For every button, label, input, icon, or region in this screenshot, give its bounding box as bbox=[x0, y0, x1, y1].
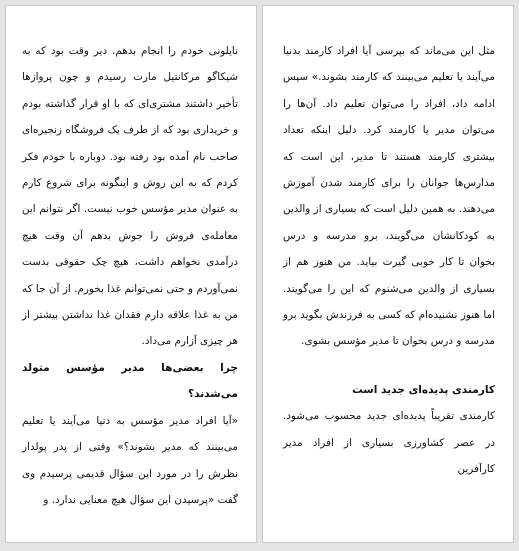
left-page-text-column bbox=[22, 38, 238, 513]
right-page-paragraph-1: مثل این می‌ماند که بپرسی آیا افراد کارمند بدنیا می‌آیند یا تعلیم می‌بینند که کارمند بشوند.» سپس ادامه داد، افراد را می‌توان تعلیم داد. آن‌ها را می‌توان مدیر یا کارمند کرد. دلیل اینکه تعداد بیشتری کارمند هستند تا مدیر، این است که مدارس‌ها جوانان را برای کارمند شدن آموزش می‌دهند. به همین دلیل است که بسیاری از والدین به کودکانشان می‌گویند، برو مدرسه و درس بخوان تا کار خوبی گیرت بیاید. من هنوز هم از بسیاری از والدین می‌شنوم که این را می‌گویند. اما هنوز نشنیده‌ام که کسی به فرزندش بگوید برو مدرسه و درس بخوان تا مدیر مؤسس بشوی. bbox=[283, 45, 495, 348]
left-page-paragraph-1: نایلونی خودم را انجام بدهم. دیر وقت بود که به شیکاگو مرکانتیل مارت رسیدم و چون پروازها تأخیر داشتند مشتری‌ای که با او قرار گذاشته بودم و خریداری بود که از طرف یک فروشگاه زنجیره‌ای صاحب نام آمده بود رفته بود. دوباره با خودم فکر کردم که به این روش و اینگونه برای شروع کارم به عنوان مدیر مؤسس خوب نیست. اگر نتوانم این معامله‌ی فروش را جوش بدهم آن وقت هیچ درآمدی نخواهم داشت، هیچ چک حقوقی بدست نمی‌آوردم و حتی نمی‌توانم غذا بخورم. از آن جا که من به غذا علاقه دارم فقدان غذا نداشتن بیشتر از هر چیزی آزارم می‌داد. bbox=[22, 45, 238, 348]
left-page-paragraph-2: «آیا افراد مدیر مؤسس به دنیا می‌آیند یا تعلیم می‌بینند که مدیر بشوند؟» وقتی از پدر پولدار نظرش را در مورد این سؤال قدیمی پرسیدم وی گفت «پرسیدن این سؤال هیچ معنایی ندارد. و bbox=[22, 414, 238, 506]
left-page bbox=[5, 5, 257, 543]
right-page-section-heading: کارمندی پدیده‌ای جدید است bbox=[352, 383, 495, 396]
right-page-paragraph-2: کارمندی تقریباً پدیده‌ای جدید محسوب می‌شود. در عصر کشاورزی بسیاری از افراد مدیر کارآفرین bbox=[283, 410, 495, 476]
left-page-section-heading: چرا بعضی‌ها مدیر مؤسس متولد می‌شدند؟ bbox=[22, 361, 238, 401]
right-page bbox=[262, 5, 514, 543]
right-page-text-column bbox=[283, 38, 495, 483]
